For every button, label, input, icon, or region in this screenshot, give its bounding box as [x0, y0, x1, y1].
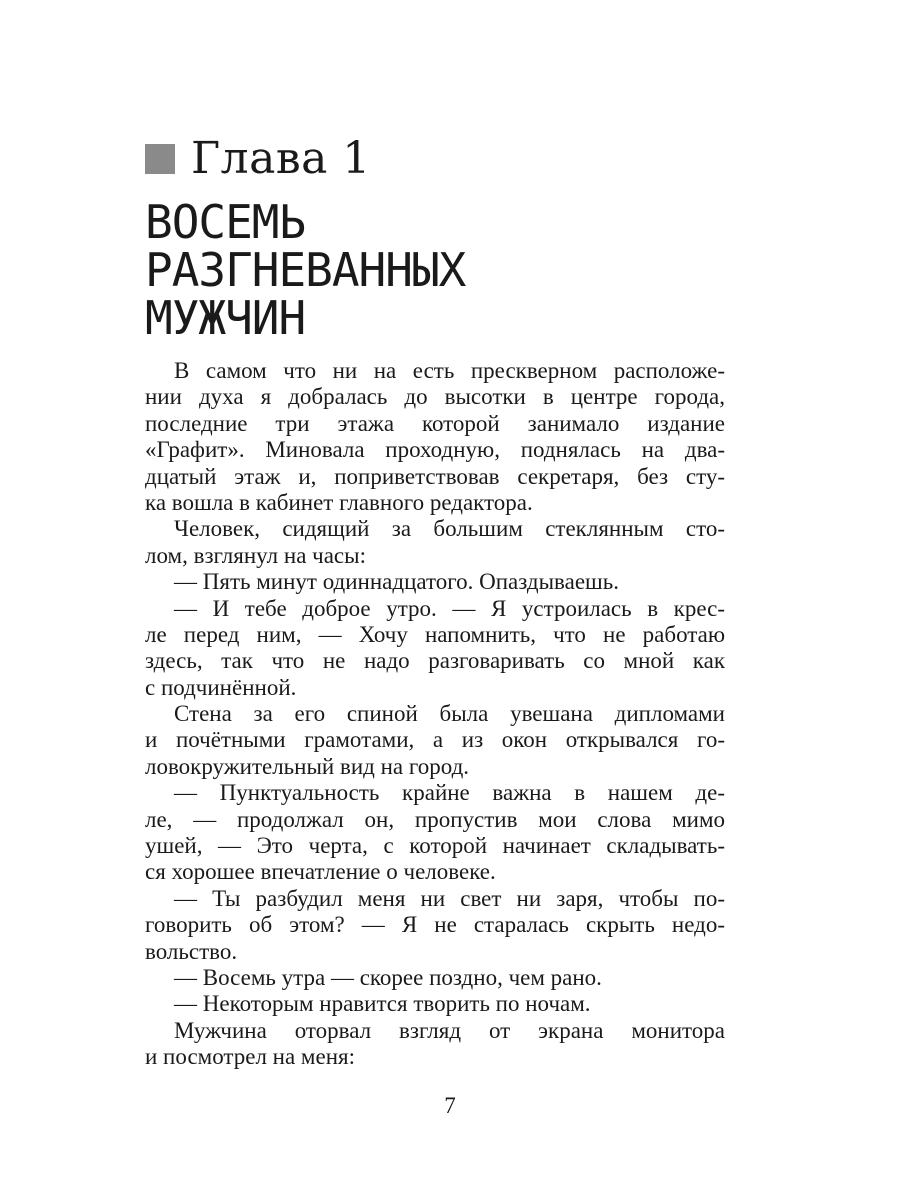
body-text: [145, 358, 725, 1071]
text-line: — Некоторым нравится творить по ночам.: [174, 991, 591, 1017]
text-line: — Пунктуальность крайне важна в нашем де-: [174, 780, 725, 806]
page-number: 7: [444, 1093, 456, 1118]
square-marker-icon: [145, 144, 175, 174]
chapter-heading: [145, 128, 371, 190]
text-line: ле, — продолжал он, пропустив мои слова мимо: [145, 806, 725, 832]
text-line: — Восемь утра — скорее поздно, чем рано.: [174, 964, 602, 990]
text-line: с подчинённой.: [145, 674, 297, 700]
chapter-title-line: МУЖЧИН: [145, 291, 306, 345]
text-line: — И тебе доброе утро. — Я устроилась в крес-: [174, 595, 725, 621]
chapter-title-line: РАЗГНЕВАННЫХ: [145, 243, 466, 297]
text-line: ловокружительный вид на город.: [145, 753, 470, 779]
text-line: ка вошла в кабинет главного редактора.: [145, 489, 533, 515]
text-line: лом, взглянул на часы:: [145, 542, 366, 568]
text-line: Человек, сидящий за большим стеклянным сто-: [174, 516, 725, 542]
text-line: — Ты разбудил меня ни свет ни заря, чтобы по-: [174, 885, 725, 911]
text-line: нии духа я добралась до высотки в центре города,: [145, 384, 725, 410]
text-line: ле перед ним, — Хочу напомнить, что не работаю: [145, 621, 725, 647]
text-line: ся хорошее впечатление о человеке.: [145, 859, 496, 885]
text-line: говорить об этом? — Я не старалась скрыть недо-: [145, 912, 725, 938]
text-line: здесь, так что не надо разговаривать со мной как: [145, 648, 725, 674]
text-line: ушей, — Это черта, с которой начинает складывать-: [145, 833, 725, 859]
text-line: Мужчина оторвал взгляд от экрана монитора: [174, 1017, 725, 1043]
text-line: и почётными грамотами, а из окон открывался го-: [145, 727, 725, 753]
text-line: — Пять минут одиннадцатого. Опаздываешь.: [174, 569, 619, 595]
chapter-title: [145, 195, 745, 345]
text-line: «Графит». Миновала проходную, поднялась на два-: [145, 437, 725, 463]
text-line: дцатый этаж и, поприветствовав секретаря, без сту-: [145, 463, 725, 489]
chapter-title-line: ВОСЕМЬ: [145, 195, 306, 249]
text-line: последние три этажа которой занимало издание: [145, 410, 725, 436]
text-line: и посмотрел на меня:: [145, 1044, 355, 1070]
chapter-label: Глава 1: [191, 133, 371, 184]
text-line: вольство.: [145, 938, 238, 964]
text-line: В самом что ни на есть прескверном расположе-: [174, 358, 725, 383]
text-line: Стена за его спиной была увешана дипломами: [174, 701, 725, 727]
